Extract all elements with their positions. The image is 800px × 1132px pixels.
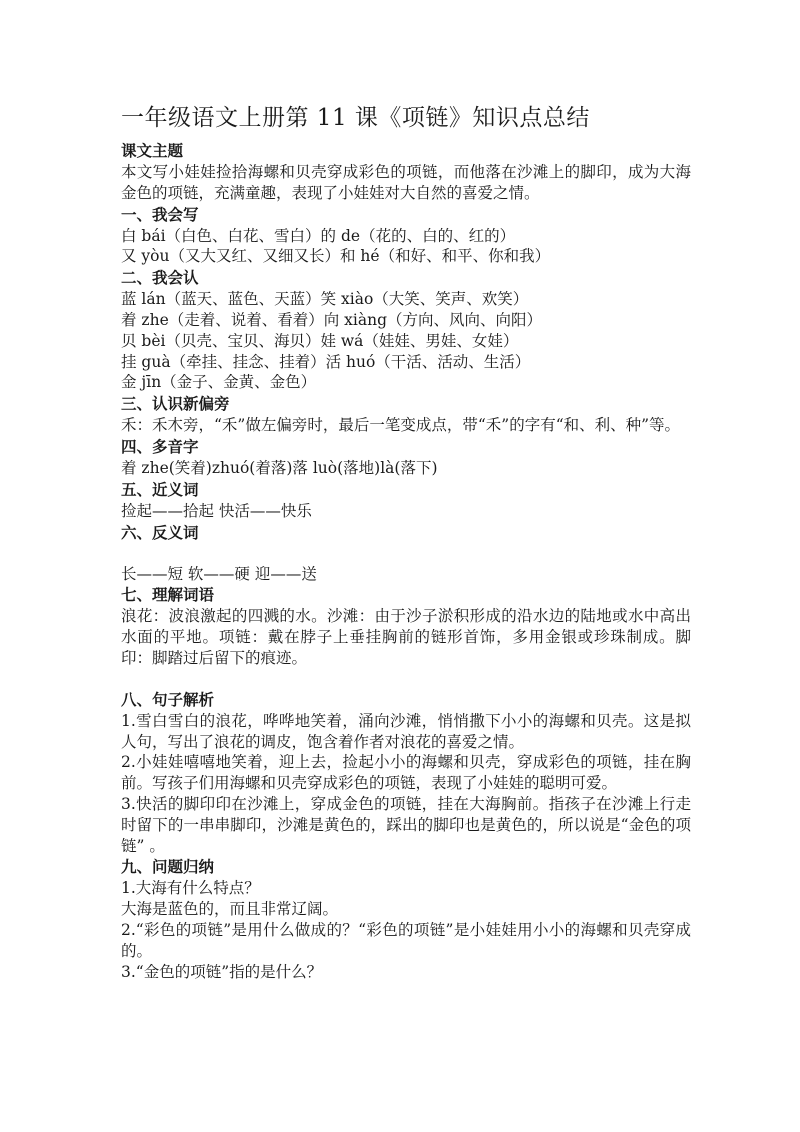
sentence-item: 1.雪白雪白的浪花，哗哗地笑着，涌向沙滩，悄悄撒下小小的海螺和贝壳。这是拟人句，写出了浪花的调皮，饱含着作者对浪花的喜爱之情。 — [121, 711, 691, 751]
theme-paragraph: 本文写小娃娃捡拾海螺和贝壳穿成彩色的项链，而他落在沙滩上的脚印，成为大海金色的项链，充满童趣，表现了小娃娃对大自然的喜爱之情。 — [121, 163, 691, 202]
sentence-item: 2.小娃娃嘻嘻地笑着，迎上去，捡起小小的海螺和贝壳，穿成彩色的项链，挂在胸前。写孩子们用海螺和贝壳穿成彩色的项链，表现了小娃娃的聪明可爱。 — [121, 753, 691, 793]
recognize-line: 着 zhe（走着、说着、看着）向 xiàng（方向、风向、向阳） — [121, 310, 543, 329]
write-line: 白 bái（白色、白花、雪白）的 de（花的、白的、红的） — [121, 226, 516, 245]
question-line: 3.“金色的项链”指的是什么？ — [121, 962, 323, 981]
write-line: 又 yòu（又大又红、又细又长）和 hé（和好、和平、你和我） — [121, 247, 551, 266]
sentence-item: 3.快活的脚印印在沙滩上，穿成金色的项链，挂在大海胸前。指孩子在沙滩上行走时留下的一串串脚印，沙滩是黄色的，踩出的脚印也是黄色的，所以说是“金色的项链” 。 — [121, 794, 691, 855]
recognize-line: 金 jīn（金子、金黄、金色） — [121, 373, 317, 392]
question-line: 1.大海有什么特点？ — [121, 879, 260, 898]
question-line: 2.“彩色的项链”是用什么做成的？“彩色的项链”是小娃娃用小小的海螺和贝壳穿成的。 — [121, 920, 691, 960]
blank-line — [121, 544, 691, 564]
document-page — [121, 102, 691, 982]
section-heading-vocab: 七、理解词语 — [121, 586, 215, 605]
blank-line — [121, 669, 691, 689]
section-heading-sentences: 八、句子解析 — [121, 690, 215, 709]
section-heading-theme: 课文主题 — [121, 142, 184, 160]
synonyms-line: 捡起——拾起 快活——快乐 — [121, 501, 312, 520]
section-heading-antonyms: 六、反义词 — [121, 523, 199, 542]
recognize-line: 贝 bèi（贝壳、宝贝、海贝）娃 wá（娃娃、男娃、女娃） — [121, 331, 519, 350]
radical-paragraph: 禾：禾木旁，“禾”做左偏旁时，最后一笔变成点，带“禾”的字有“和、利、种”等。 — [121, 416, 681, 435]
section-heading-synonyms: 五、近义词 — [121, 480, 199, 499]
answer-line: 大海是蓝色的，而且非常辽阔。 — [121, 900, 339, 919]
vocab-paragraph: 浪花：波浪激起的四溅的水。沙滩：由于沙子淤积形成的沿水边的陆地或水中高出水面的平地。项链：戴在脖子上垂挂胸前的链形首饰，多用金银或珍珠制成。脚印：脚踏过后留下的痕迹。 — [121, 607, 691, 667]
section-heading-recognize: 二、我会认 — [121, 269, 199, 288]
antonyms-line: 长——短 软——硬 迎——送 — [121, 564, 317, 583]
section-heading-polyphone: 四、多音字 — [121, 437, 199, 456]
recognize-line: 挂 guà（牵挂、挂念、挂着）活 huó（干活、活动、生活） — [121, 352, 531, 371]
document-title: 一年级语文上册第 11 课《项链》知识点总结 — [121, 105, 590, 131]
section-heading-write: 一、我会写 — [121, 205, 199, 224]
recognize-line: 蓝 lán（蓝天、蓝色、天蓝）笑 xiào（大笑、笑声、欢笑） — [121, 290, 529, 309]
section-heading-radical: 三、认识新偏旁 — [121, 395, 230, 414]
section-heading-questions: 九、问题归纳 — [121, 858, 215, 877]
polyphone-line: 着 zhe(笑着)zhuó(着落)落 luò(落地)là(落下) — [121, 458, 438, 477]
